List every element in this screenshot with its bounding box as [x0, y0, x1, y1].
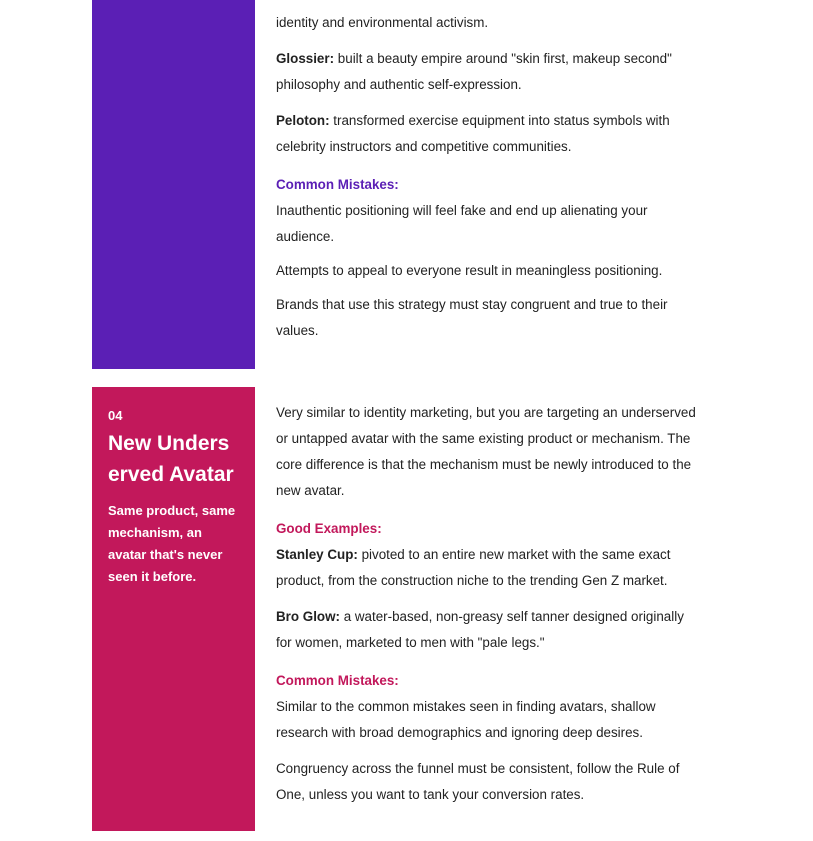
section-title: New Underserved Avatar — [108, 432, 234, 486]
example-name: Glossier: — [276, 51, 335, 66]
example-peloton — [276, 108, 701, 160]
example-glossier — [276, 46, 701, 98]
section-4-mistakes-heading: Common Mistakes: — [276, 673, 399, 688]
example-text: built a beauty empire around "skin first, makeup second" philosophy and authentic self-expression. — [276, 51, 672, 92]
example-name: Stanley Cup: — [276, 547, 358, 562]
example-text: pivoted to an entire new market with the same exact product, from the construction niche to the trending Gen Z market. — [276, 547, 671, 588]
example-bro-glow — [276, 604, 701, 656]
section-3-color-block — [92, 0, 255, 369]
example-name: Bro Glow: — [276, 609, 340, 624]
section-4-examples-heading: Good Examples: — [276, 521, 382, 536]
mistake-item: Inauthentic positioning will feel fake and end up alienating your audience. — [276, 203, 648, 244]
mistake-item: Similar to the common mistakes seen in finding avatars, shallow research with broad demographics and ignoring deep desires. — [276, 699, 656, 740]
section-3-continued-text: identity and environmental activism. — [276, 15, 489, 30]
section-3-mistakes-heading: Common Mistakes: — [276, 177, 399, 192]
example-text: a water-based, non-greasy self tanner designed originally for women, marketed to men with "pale legs." — [276, 609, 684, 650]
mistake-item: Attempts to appeal to everyone result in meaningless positioning. — [276, 263, 663, 278]
section-number: 04 — [108, 408, 123, 423]
mistake-item: Congruency across the funnel must be consistent, follow the Rule of One, unless you want to tank your conversion rates. — [276, 761, 680, 802]
example-stanley-cup — [276, 542, 701, 594]
section-4-content — [276, 400, 701, 818]
section-4-intro: Very similar to identity marketing, but you are targeting an underserved or untapped avatar with the same existing product or mechanism. The core difference is that the mechanism must be newly introduced to the new avatar. — [276, 405, 696, 498]
section-4-color-block — [92, 387, 255, 831]
example-text: transformed exercise equipment into status symbols with celebrity instructors and competitive communities. — [276, 113, 670, 154]
section-subtitle: Same product, same mechanism, an avatar that's never seen it before. — [108, 503, 236, 584]
section-3-content — [276, 10, 701, 354]
example-name: Peloton: — [276, 113, 330, 128]
mistake-item: Brands that use this strategy must stay congruent and true to their values. — [276, 297, 668, 338]
